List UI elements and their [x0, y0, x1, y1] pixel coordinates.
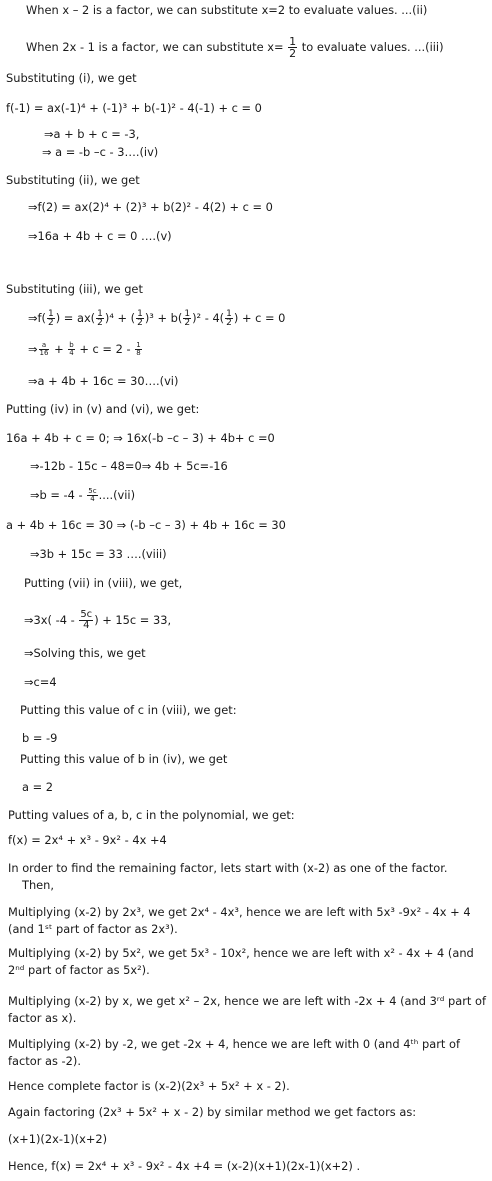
equation-line: f(-1) = ax(-1)⁴ + (-1)³ + b(-1)² - 4(-1) + c = 0 [6, 101, 262, 115]
fraction: $\frac{1}{2}$ [97, 309, 103, 328]
text-line: In order to find the remaining factor, lets start with (x-2) as one of the factor. [8, 861, 448, 875]
equation-line: ⇒16a + 4b + c = 0 ….(v) [28, 229, 172, 243]
equation-line: ⇒f( $\frac{1}{2}$ ) = ax( $\frac{1}{2}$ )⁴ + ( $\frac{1}{2}$ )³ + b( $\frac{1}{2}$ )² - 4( $\frac{1}{2}$ ) + c = 0 [28, 309, 286, 328]
text-line: Putting this value of b in (iv), we get [20, 752, 228, 766]
section-heading: Substituting (ii), we get [6, 173, 140, 187]
section-heading: Putting (iv) in (v) and (vi), we get: [6, 402, 200, 416]
text-line: Again factoring (2x³ + 5x² + x - 2) by similar method we get factors as: [8, 1105, 417, 1119]
equation-line: ⇒ $\frac{a}{16}$ + $\frac{b}{4}$ + c = 2 - $\frac{1}{8}$ [28, 341, 141, 357]
section-heading: Substituting (iii), we get [6, 282, 143, 296]
equation-line: a + 4b + 16c = 30 ⇒ (-b –c – 3) + 4b + 16c = 30 [6, 518, 286, 532]
equation-line: ⇒3x( -4 - $\frac{5c}{4}$ ) + 15c = 33, [24, 609, 172, 631]
equation-line: Hence, f(x) = 2x⁴ + x³ - 9x² - 4x +4 = (x-2)(x+1)(2x-1)(x+2) . [8, 1159, 361, 1173]
equation-line: ⇒a + 4b + 16c = 30….(vi) [28, 374, 179, 388]
fraction: $\frac{1}{8}$ [136, 341, 141, 357]
paragraph: Multiplying (x-2) by 2x³, we get 2x⁴ - 4x³, hence we are left with 5x³ -9x² - 4x + 4 (and 1ˢᵗ part of factor as 2x³). [8, 905, 471, 936]
fraction: $\frac{5c}{4}$ [88, 487, 97, 503]
equation-line: ⇒f(2) = ax(2)⁴ + (2)³ + b(2)² - 4(2) + c = 0 [28, 200, 273, 214]
equation-line: ⇒-12b - 15c – 48=0⇒ 4b + 5c=-16 [30, 459, 228, 473]
section-heading: Substituting (i), we get [6, 71, 137, 85]
text-line: Putting values of a, b, c in the polynomial, we get: [8, 808, 295, 822]
equation-line: a = 2 [22, 780, 54, 794]
equation-line: b = -9 [22, 731, 58, 745]
fraction: $\frac{1}{2}$ [289, 35, 297, 60]
fraction: $\frac{5c}{4}$ [80, 609, 93, 631]
equation-line: ⇒3b + 15c = 33 ….(viii) [30, 547, 167, 561]
text-span: When 2x - 1 is a factor, we can substitute x= [26, 40, 284, 54]
fraction: $\frac{1}{2}$ [184, 309, 191, 328]
equation-line: ⇒ a = -b –c - 3….(iv) [42, 145, 159, 159]
fraction: $\frac{1}{2}$ [48, 309, 54, 328]
equation-line: ⇒a + b + c = -3, [44, 127, 140, 141]
text-line: Putting this value of c in (viii), we get: [20, 703, 237, 717]
paragraph: Multiplying (x-2) by x, we get x² – 2x, hence we are left with -2x + 4 (and 3ʳᵈ part of factor as x). [8, 994, 486, 1025]
text-line [26, 36, 444, 59]
paragraph: Multiplying (x-2) by 5x², we get 5x³ - 10x², hence we are left with x² - 4x + 4 (and 2ⁿᵈ part of factor as 5x²). [8, 946, 474, 977]
text-line: Putting (vii) in (viii), we get, [24, 576, 183, 590]
equation-line: 16a + 4b + c = 0; ⇒ 16x(-b –c – 3) + 4b+ c =0 [6, 431, 275, 445]
text-line: ⇒Solving this, we get [24, 646, 146, 660]
text-span: to evaluate values. ...(iii) [301, 40, 444, 54]
text-line: Hence complete factor is (x-2)(2x³ + 5x² + x - 2). [8, 1079, 290, 1093]
equation-line: ⇒c=4 [24, 675, 57, 689]
equation-line: f(x) = 2x⁴ + x³ - 9x² - 4x +4 [8, 833, 167, 847]
fraction: $\frac{a}{16}$ [39, 341, 49, 357]
equation-line: (x+1)(2x-1)(x+2) [8, 1132, 108, 1146]
equation-line: ⇒b = -4 - $\frac{5c}{4}$ ....(vii) [30, 487, 136, 503]
fraction: $\frac{1}{2}$ [137, 309, 143, 328]
fraction: $\frac{1}{2}$ [226, 309, 232, 328]
text-line: When x – 2 is a factor, we can substitute x=2 to evaluate values. ...(ii) [26, 3, 428, 17]
text-line: Then, [22, 878, 55, 892]
paragraph: Multiplying (x-2) by -2, we get -2x + 4, hence we are left with 0 (and 4ᵗʰ part of factor as -2). [8, 1037, 460, 1068]
fraction: $\frac{b}{4}$ [69, 341, 74, 357]
